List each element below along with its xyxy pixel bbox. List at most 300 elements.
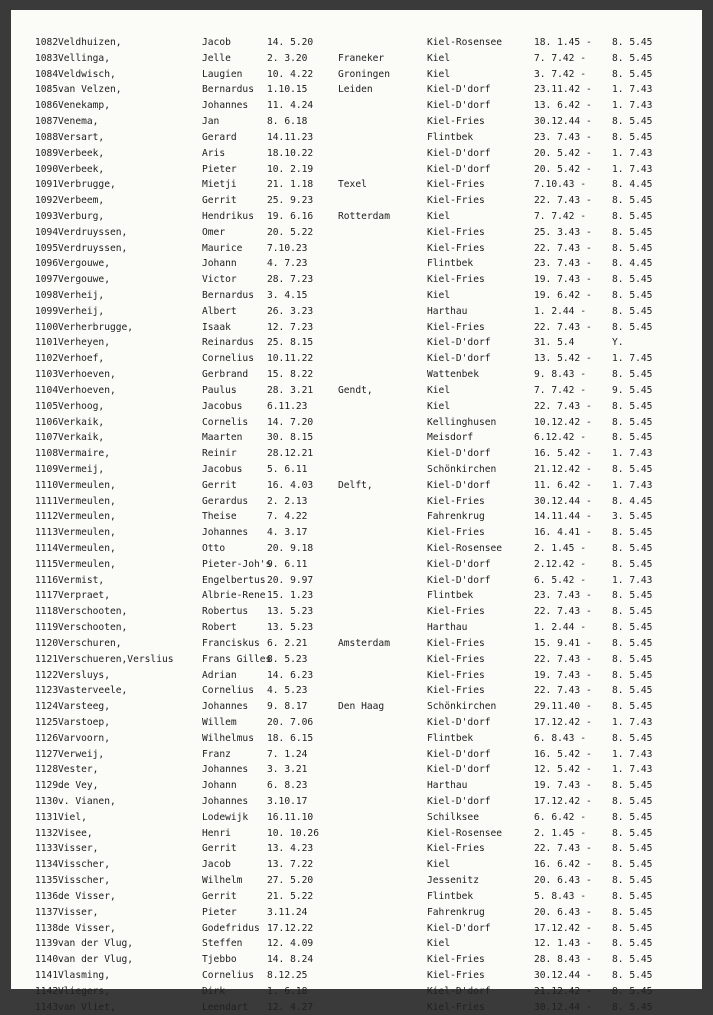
entry-number: 1107. bbox=[35, 432, 64, 444]
birth-date: 27. 5.20 bbox=[267, 875, 314, 887]
first-name: Bernardus bbox=[202, 84, 254, 96]
first-name: Maarten bbox=[202, 432, 243, 444]
camp-location: Kiel-D'dorf bbox=[427, 84, 491, 96]
date-to: 8. 5.45 bbox=[612, 37, 653, 48]
date-to: 1. 7.43 bbox=[612, 84, 653, 96]
date-to: 1. 7.43 bbox=[612, 574, 653, 586]
table-row bbox=[11, 826, 702, 842]
date-to: 8. 5.45 bbox=[612, 669, 653, 681]
surname: Verpraet, bbox=[58, 590, 110, 602]
date-from: 22. 7.43 - bbox=[534, 843, 592, 855]
date-from: 29.11.40 - bbox=[534, 701, 592, 713]
first-name: Adrian bbox=[202, 669, 237, 681]
surname: Verbeem, bbox=[58, 195, 105, 207]
date-from: 7.10.43 - bbox=[534, 179, 586, 191]
date-from: 3. 7.42 - bbox=[534, 68, 586, 80]
table-row bbox=[11, 288, 702, 304]
date-to: 8. 5.45 bbox=[612, 827, 653, 839]
first-name: Tjebbo bbox=[202, 954, 237, 966]
camp-location: Flintbek bbox=[427, 732, 474, 744]
entry-number: 1104. bbox=[35, 384, 64, 396]
table-row bbox=[11, 82, 702, 98]
camp-location: Kiel-D'dorf bbox=[427, 163, 491, 175]
first-name: Albert bbox=[202, 305, 237, 317]
table-row bbox=[11, 35, 702, 51]
date-to: 1. 7.45 bbox=[612, 353, 653, 365]
date-from: 2.12.42 - bbox=[534, 558, 586, 570]
date-from: 1. 2.44 - bbox=[534, 305, 586, 317]
surname: van Vliet, bbox=[58, 1001, 116, 1013]
camp-location: Kiel-Fries bbox=[427, 653, 485, 665]
camp-location: Kiel-Fries bbox=[427, 527, 485, 539]
birth-place: Rotterdam bbox=[338, 210, 390, 222]
entry-number: 1112. bbox=[35, 511, 64, 523]
camp-location: Harthau bbox=[427, 780, 468, 792]
first-name: Lodewijk bbox=[202, 811, 249, 823]
entry-number: 1128. bbox=[35, 764, 64, 776]
table-row bbox=[11, 984, 702, 1000]
first-name: Otto bbox=[202, 543, 226, 554]
birth-date: 20. 5.22 bbox=[267, 226, 314, 238]
camp-location: Kiel bbox=[427, 68, 451, 80]
surname: Visser, bbox=[58, 843, 99, 855]
first-name: Johannes bbox=[202, 527, 249, 539]
date-from: 21.12.42 - bbox=[534, 985, 592, 997]
surname: Verschuren, bbox=[58, 637, 122, 649]
surname: de Visser, bbox=[58, 922, 116, 934]
first-name: Victor bbox=[202, 274, 237, 286]
surname: Visscher, bbox=[58, 875, 110, 887]
date-from: 2. 1.45 - bbox=[534, 543, 586, 554]
birth-date: 12. 7.23 bbox=[267, 321, 314, 333]
date-from: 9. 8.43 - bbox=[534, 369, 586, 381]
birth-date: 14. 5.20 bbox=[267, 37, 314, 48]
date-from: 2. 1.45 - bbox=[534, 827, 586, 839]
table-row bbox=[11, 225, 702, 241]
date-from: 16. 5.42 - bbox=[534, 748, 592, 760]
first-name: Pieter bbox=[202, 163, 237, 175]
surname: Vliegers, bbox=[58, 985, 110, 997]
table-row bbox=[11, 652, 702, 668]
camp-location: Kiel-Fries bbox=[427, 195, 485, 207]
first-name: Godefridus bbox=[202, 922, 260, 934]
first-name: Jacob bbox=[202, 37, 231, 48]
entry-number: 1125. bbox=[35, 716, 64, 728]
date-from: 6. 6.42 - bbox=[534, 811, 586, 823]
birth-date: 13. 4.23 bbox=[267, 843, 314, 855]
first-name: Pieter-Joh's bbox=[202, 558, 272, 570]
camp-location: Kiel-D'dorf bbox=[427, 448, 491, 460]
date-from: 22. 7.43 - bbox=[534, 242, 592, 254]
date-from: 30.12.44 - bbox=[534, 116, 592, 128]
date-from: 16. 4.41 - bbox=[534, 527, 592, 539]
camp-location: Kiel-D'dorf bbox=[427, 100, 491, 112]
date-from: 22. 7.43 - bbox=[534, 685, 592, 697]
surname: Verbrugge, bbox=[58, 179, 116, 191]
table-row bbox=[11, 905, 702, 921]
surname: Veldhuizen, bbox=[58, 37, 122, 48]
date-to: 8. 5.45 bbox=[612, 859, 653, 871]
entry-number: 1111. bbox=[35, 495, 64, 507]
camp-location: Harthau bbox=[427, 622, 468, 634]
date-from: 16. 6.42 - bbox=[534, 859, 592, 871]
table-row bbox=[11, 399, 702, 415]
birth-date: 20. 7.06 bbox=[267, 716, 314, 728]
date-from: 6. 5.42 - bbox=[534, 574, 586, 586]
date-from: 6. 8.43 - bbox=[534, 732, 586, 744]
date-to: 1. 7.43 bbox=[612, 448, 653, 460]
birth-date: 13. 7.22 bbox=[267, 859, 314, 871]
birth-date: 13. 5.23 bbox=[267, 606, 314, 618]
camp-location: Kiel-Fries bbox=[427, 274, 485, 286]
surname: Visscher, bbox=[58, 859, 110, 871]
camp-location: Flintbek bbox=[427, 131, 474, 143]
birth-date: 8. 5.23 bbox=[267, 653, 308, 665]
camp-location: Flintbek bbox=[427, 258, 474, 270]
entry-number: 1097. bbox=[35, 274, 64, 286]
date-to: 8. 5.45 bbox=[612, 701, 653, 713]
date-to: 8. 5.45 bbox=[612, 653, 653, 665]
camp-location: Kiel-Fries bbox=[427, 606, 485, 618]
birth-date: 10.11.22 bbox=[267, 353, 314, 365]
date-to: 8. 5.45 bbox=[612, 305, 653, 317]
date-to: 8. 5.45 bbox=[612, 843, 653, 855]
birth-date: 13. 5.23 bbox=[267, 622, 314, 634]
birth-date: 16.11.10 bbox=[267, 811, 314, 823]
birth-date: 1.10.15 bbox=[267, 84, 308, 96]
date-to: 8. 5.45 bbox=[612, 780, 653, 792]
camp-location: Kiel-Fries bbox=[427, 242, 485, 254]
date-from: 20. 5.42 - bbox=[534, 147, 592, 159]
date-to: 8. 5.45 bbox=[612, 606, 653, 618]
date-to: 8. 5.45 bbox=[612, 369, 653, 381]
first-name: Jacobus bbox=[202, 400, 243, 412]
entry-number: 1126. bbox=[35, 732, 64, 744]
date-from: 17.12.42 - bbox=[534, 716, 592, 728]
first-name: Gerrit bbox=[202, 843, 237, 855]
first-name: Hendrikus bbox=[202, 210, 254, 222]
table-row bbox=[11, 430, 702, 446]
first-name: Johannes bbox=[202, 100, 249, 112]
surname: Verweij, bbox=[58, 748, 105, 760]
birth-date: 15. 1.23 bbox=[267, 590, 314, 602]
camp-location: Fahrenkrug bbox=[427, 906, 485, 918]
table-row bbox=[11, 921, 702, 937]
table-row bbox=[11, 541, 702, 557]
date-from: 20. 6.43 - bbox=[534, 906, 592, 918]
camp-location: Kiel-Fries bbox=[427, 179, 485, 191]
first-name: Gerbrand bbox=[202, 369, 249, 381]
surname: v. Vianen, bbox=[58, 796, 116, 807]
birth-date: 19. 6.16 bbox=[267, 210, 314, 222]
birth-date: 20. 9.97 bbox=[267, 574, 314, 586]
table-row bbox=[11, 968, 702, 984]
birth-date: 3.11.24 bbox=[267, 906, 308, 918]
table-row bbox=[11, 209, 702, 225]
entry-number: 1088. bbox=[35, 131, 64, 143]
entry-number: 1110. bbox=[35, 479, 64, 491]
date-to: 8. 5.45 bbox=[612, 432, 653, 444]
date-from: 19. 7.43 - bbox=[534, 780, 592, 792]
date-to: 8. 5.45 bbox=[612, 811, 653, 823]
birth-date: 16. 4.03 bbox=[267, 479, 314, 491]
date-to: 8. 5.45 bbox=[612, 400, 653, 412]
table-row bbox=[11, 446, 702, 462]
date-to: 8. 5.45 bbox=[612, 938, 653, 950]
date-from: 30.12.44 - bbox=[534, 1001, 592, 1013]
first-name: Gerardus bbox=[202, 495, 249, 507]
birth-date: 8.12.25 bbox=[267, 969, 308, 981]
camp-location: Kellinghusen bbox=[427, 416, 497, 428]
entry-number: 1090. bbox=[35, 163, 64, 175]
date-from: 28. 8.43 - bbox=[534, 954, 592, 966]
table-row bbox=[11, 98, 702, 114]
table-row bbox=[11, 573, 702, 589]
surname: de Visser, bbox=[58, 890, 116, 902]
birth-date: 4. 3.17 bbox=[267, 527, 308, 539]
camp-location: Kiel-Rosensee bbox=[427, 827, 503, 839]
date-from: 17.12.42 - bbox=[534, 922, 592, 934]
surname: Versluys, bbox=[58, 669, 110, 681]
camp-location: Kiel-D'dorf bbox=[427, 985, 491, 997]
first-name: Jacobus bbox=[202, 463, 243, 475]
table-row bbox=[11, 778, 702, 794]
surname: Vergouwe, bbox=[58, 258, 110, 270]
camp-location: Kiel-Rosensee bbox=[427, 543, 503, 554]
entry-number: 1118. bbox=[35, 606, 64, 618]
first-name: Jan bbox=[202, 116, 220, 128]
birth-date: 4. 7.23 bbox=[267, 258, 308, 270]
table-row bbox=[11, 51, 702, 67]
surname: Verherbrugge, bbox=[58, 321, 134, 333]
date-to: 8. 5.45 bbox=[612, 131, 653, 143]
entry-list bbox=[11, 35, 702, 1015]
first-name: Gerrit bbox=[202, 890, 237, 902]
surname: Verheij, bbox=[58, 305, 105, 317]
date-to: 8. 5.45 bbox=[612, 195, 653, 207]
camp-location: Kiel-Fries bbox=[427, 669, 485, 681]
birth-date: 26. 3.23 bbox=[267, 305, 314, 317]
birth-date: 7.10.23 bbox=[267, 242, 308, 254]
birth-date: 10. 10.26 bbox=[267, 827, 319, 839]
table-row bbox=[11, 67, 702, 83]
birth-place: Delft, bbox=[338, 479, 373, 491]
camp-location: Kiel bbox=[427, 52, 451, 64]
table-row bbox=[11, 557, 702, 573]
birth-date: 14. 6.23 bbox=[267, 669, 314, 681]
first-name: Leendart bbox=[202, 1001, 249, 1013]
entry-number: 1134. bbox=[35, 859, 64, 871]
entry-number: 1119. bbox=[35, 622, 64, 634]
entry-number: 1105. bbox=[35, 400, 64, 412]
date-from: 30.12.44 - bbox=[534, 495, 592, 507]
birth-date: 7. 4.22 bbox=[267, 511, 308, 523]
table-row bbox=[11, 494, 702, 510]
first-name: Bernardus bbox=[202, 290, 254, 301]
date-to: 1. 7.43 bbox=[612, 100, 653, 112]
table-row bbox=[11, 351, 702, 367]
entry-number: 1106. bbox=[35, 416, 64, 428]
date-to: 8. 5.45 bbox=[612, 906, 653, 918]
first-name: Mietji bbox=[202, 179, 237, 191]
date-from: 12. 5.42 - bbox=[534, 764, 592, 776]
first-name: Jelle bbox=[202, 52, 231, 64]
camp-location: Kiel bbox=[427, 859, 451, 871]
date-to: 8. 5.45 bbox=[612, 732, 653, 744]
date-to: 8. 5.45 bbox=[612, 558, 653, 570]
birth-date: 3. 3.21 bbox=[267, 764, 308, 776]
table-row bbox=[11, 889, 702, 905]
birth-date: 25. 9.23 bbox=[267, 195, 314, 207]
entry-number: 1117. bbox=[35, 590, 64, 602]
surname: Verhoeven, bbox=[58, 369, 116, 381]
entry-number: 1083. bbox=[35, 52, 64, 64]
table-row bbox=[11, 130, 702, 146]
entry-number: 1082. bbox=[35, 37, 64, 48]
entry-number: 1124. bbox=[35, 701, 64, 713]
camp-location: Kiel-Fries bbox=[427, 969, 485, 981]
first-name: Jacob bbox=[202, 859, 231, 871]
date-to: 8. 5.45 bbox=[612, 1001, 653, 1013]
date-from: 22. 7.43 - bbox=[534, 606, 592, 618]
surname: Verdruyssen, bbox=[58, 226, 128, 238]
camp-location: Kiel-D'dorf bbox=[427, 716, 491, 728]
first-name: Johann bbox=[202, 258, 237, 270]
first-name: Cornelius bbox=[202, 969, 254, 981]
entry-number: 1096. bbox=[35, 258, 64, 270]
birth-date: 28. 7.23 bbox=[267, 274, 314, 286]
entry-number: 1135. bbox=[35, 875, 64, 887]
date-to: 8. 5.45 bbox=[612, 242, 653, 254]
first-name: Frans Gilles bbox=[202, 653, 272, 665]
table-row bbox=[11, 272, 702, 288]
camp-location: Kiel-Fries bbox=[427, 843, 485, 855]
date-from: 14.11.44 - bbox=[534, 511, 592, 523]
camp-location: Kiel-D'dorf bbox=[427, 353, 491, 365]
date-to: 8. 5.45 bbox=[612, 922, 653, 934]
birth-date: 3.10.17 bbox=[267, 796, 308, 807]
date-to: 1. 7.43 bbox=[612, 163, 653, 175]
date-to: 8. 5.45 bbox=[612, 985, 653, 997]
date-from: 19. 7.43 - bbox=[534, 274, 592, 286]
date-to: 8. 4.45 bbox=[612, 179, 653, 191]
entry-number: 1120. bbox=[35, 637, 64, 649]
table-row bbox=[11, 604, 702, 620]
table-row bbox=[11, 952, 702, 968]
date-from: 31. 5.4 bbox=[534, 337, 575, 349]
birth-date: 18.10.22 bbox=[267, 147, 314, 159]
date-to: 8. 5.45 bbox=[612, 290, 653, 301]
entry-number: 1137. bbox=[35, 906, 64, 918]
surname: van der Vlug, bbox=[58, 954, 134, 966]
date-from: 13. 5.42 - bbox=[534, 353, 592, 365]
date-from: 19. 6.42 - bbox=[534, 290, 592, 301]
surname: Vermeulen, bbox=[58, 558, 116, 570]
birth-date: 30. 8.15 bbox=[267, 432, 314, 444]
surname: Vermeulen, bbox=[58, 511, 116, 523]
camp-location: Flintbek bbox=[427, 890, 474, 902]
surname: Verhoef, bbox=[58, 353, 105, 365]
surname: Vermeij, bbox=[58, 463, 105, 475]
date-to: 1. 7.43 bbox=[612, 147, 653, 159]
date-to: Y. bbox=[612, 337, 624, 349]
entry-number: 1100. bbox=[35, 321, 64, 333]
table-row bbox=[11, 320, 702, 336]
entry-number: 1098. bbox=[35, 290, 64, 301]
birth-date: 11. 4.24 bbox=[267, 100, 314, 112]
table-row bbox=[11, 367, 702, 383]
date-from: 7. 7.42 - bbox=[534, 210, 586, 222]
surname: Venekamp, bbox=[58, 100, 110, 112]
first-name: Johann bbox=[202, 780, 237, 792]
birth-date: 28. 3.21 bbox=[267, 384, 314, 396]
date-from: 6.12.42 - bbox=[534, 432, 586, 444]
birth-date: 12. 4.27 bbox=[267, 1001, 314, 1013]
table-row bbox=[11, 241, 702, 257]
birth-date: 17.12.22 bbox=[267, 922, 314, 934]
entry-number: 1089. bbox=[35, 147, 64, 159]
camp-location: Kiel bbox=[427, 400, 451, 412]
camp-location: Kiel-D'dorf bbox=[427, 337, 491, 349]
entry-number: 1102. bbox=[35, 353, 64, 365]
birth-date: 20. 9.18 bbox=[267, 543, 314, 554]
birth-date: 10. 4.22 bbox=[267, 68, 314, 80]
date-from: 1. 2.44 - bbox=[534, 622, 586, 634]
surname: Vester, bbox=[58, 764, 99, 776]
camp-location: Kiel bbox=[427, 384, 451, 396]
first-name: Cornelis bbox=[202, 416, 249, 428]
surname: Versart, bbox=[58, 131, 105, 143]
date-from: 5. 8.43 - bbox=[534, 890, 586, 902]
birth-date: 1. 6.18 bbox=[267, 985, 308, 997]
birth-date: 25. 8.15 bbox=[267, 337, 314, 349]
first-name: Aris bbox=[202, 147, 226, 159]
surname: Varvoorn, bbox=[58, 732, 110, 744]
date-to: 8. 5.45 bbox=[612, 890, 653, 902]
entry-number: 1092. bbox=[35, 195, 64, 207]
surname: Visser, bbox=[58, 906, 99, 918]
entry-number: 1139. bbox=[35, 938, 64, 950]
date-to: 3. 5.45 bbox=[612, 511, 653, 523]
date-to: 1. 7.43 bbox=[612, 764, 653, 776]
surname: Verdruyssen, bbox=[58, 242, 128, 254]
birth-date: 6.11.23 bbox=[267, 400, 308, 412]
surname: Verburg, bbox=[58, 210, 105, 222]
camp-location: Harthau bbox=[427, 305, 468, 317]
date-from: 11. 6.42 - bbox=[534, 479, 592, 491]
date-to: 8. 5.45 bbox=[612, 637, 653, 649]
table-row bbox=[11, 857, 702, 873]
entry-number: 1136. bbox=[35, 890, 64, 902]
first-name: Henri bbox=[202, 827, 231, 839]
table-row bbox=[11, 762, 702, 778]
camp-location: Kiel-D'dorf bbox=[427, 748, 491, 760]
surname: Vasterveele, bbox=[58, 685, 128, 697]
surname: Varstoep, bbox=[58, 716, 110, 728]
entry-number: 1095. bbox=[35, 242, 64, 254]
date-to: 8. 5.45 bbox=[612, 210, 653, 222]
birth-date: 9. 8.17 bbox=[267, 701, 308, 713]
surname: Vermaire, bbox=[58, 448, 110, 460]
date-from: 13. 6.42 - bbox=[534, 100, 592, 112]
first-name: Theise bbox=[202, 511, 237, 523]
table-row bbox=[11, 478, 702, 494]
table-row bbox=[11, 715, 702, 731]
date-to: 8. 5.45 bbox=[612, 463, 653, 475]
date-to: 8. 5.45 bbox=[612, 527, 653, 539]
entry-number: 1127. bbox=[35, 748, 64, 760]
date-to: 8. 4.45 bbox=[612, 495, 653, 507]
